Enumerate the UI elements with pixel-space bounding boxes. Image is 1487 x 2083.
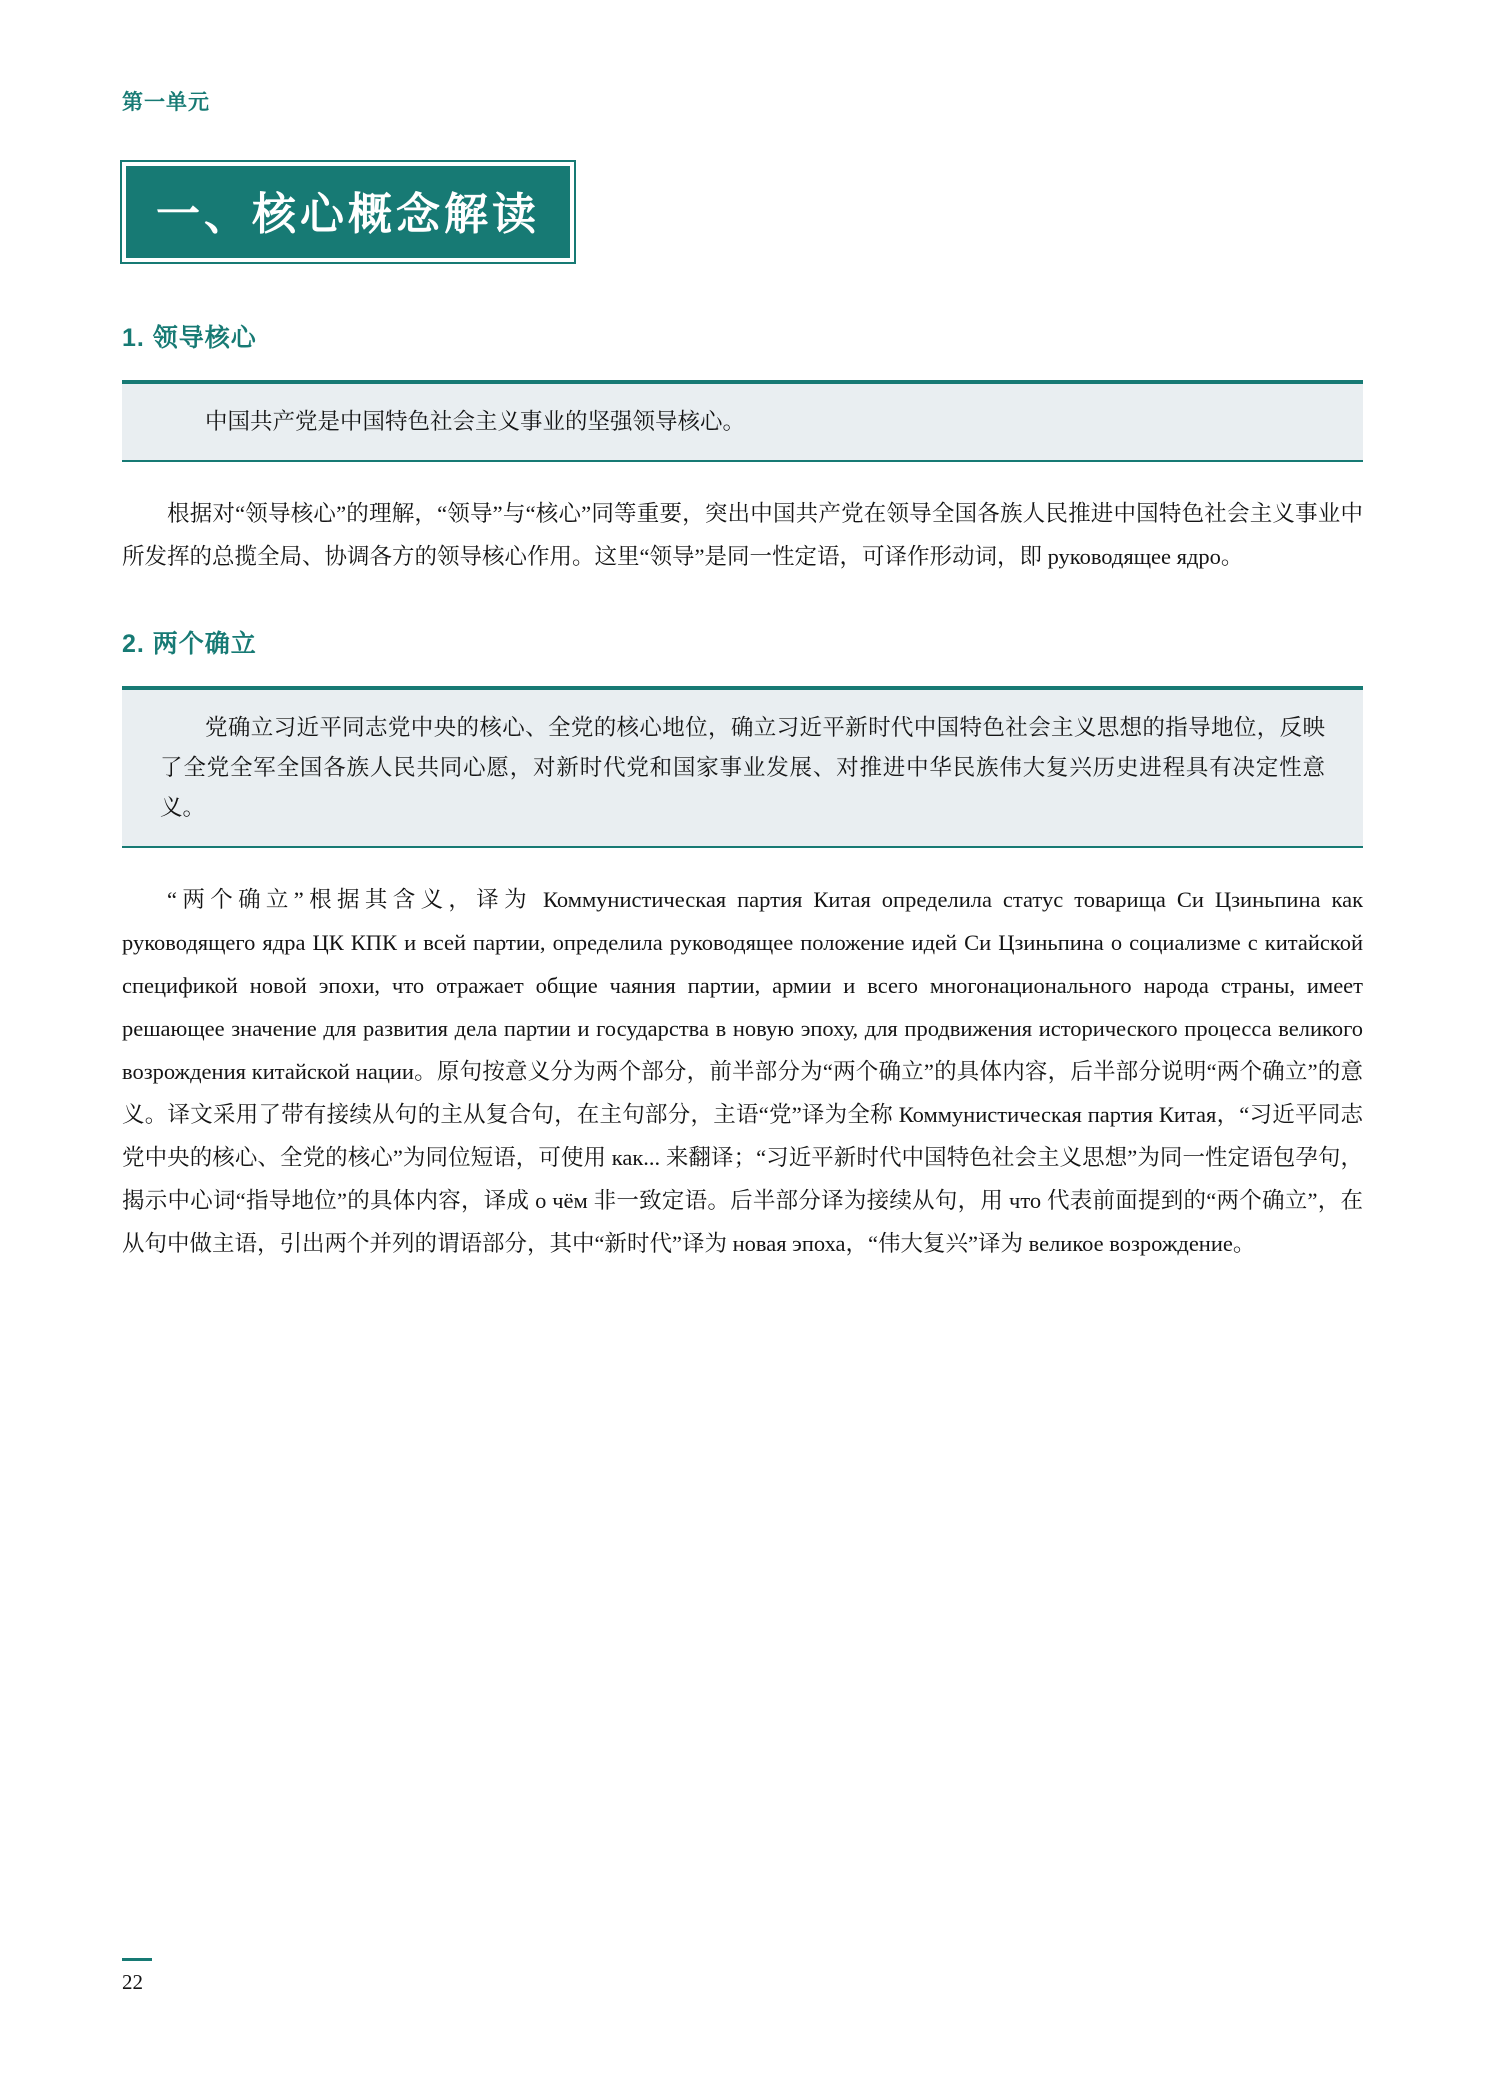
section-leadership-core bbox=[122, 318, 1363, 578]
unit-label: 第一单元 bbox=[122, 91, 210, 114]
footer-rule bbox=[122, 1958, 152, 1961]
body-paragraph-2: “两个确立”根据其含义，译为 Коммунистическая партия Китая определила статус товарища Си Цзиньпина как руководящего ядра ЦК КПК и всей партии, определила руководящее положение идей Си Цзиньпина о социализме с китайской спецификой новой эпохи, что отражает общие чаяния партии, армии и всего многонационального народа страны, имеет решающее значение для развития дела партии и государства в новую эпоху, для продвижения исторического процесса великого возрождения китайской нации。原句按意义分为两个部分，前半部分为“两个确立”的具体内容，后半部分说明“两个确立”的意义。译文采用了带有接续从句的主从复合句，在主句部分，主语“党”译为全称 Коммунистическая партия Китая，“习近平同志党中央的核心、全党的核心”为同位短语，可使用 как... 来翻译；“习近平新时代中国特色社会主义思想”为同一性定语包孕句，揭示中心词“指导地位”的具体内容，译成 о чём 非一致定语。后半部分译为接续从句，用 что 代表前面提到的“两个确立”，在从句中做主语，引出两个并列的谓语部分，其中“新时代”译为 новая эпоха，“伟大复兴”译为 великое возрождение。 bbox=[122, 887, 1363, 1256]
page-number: 22 bbox=[122, 1970, 143, 1994]
subsection-heading-2: 2. 两个确立 bbox=[122, 630, 257, 658]
section-two-establishments bbox=[122, 624, 1363, 1265]
quote-box-2 bbox=[122, 686, 1363, 848]
section-title-banner bbox=[122, 162, 574, 262]
page-footer bbox=[122, 1958, 152, 1995]
subsection-heading-1: 1. 领导核心 bbox=[122, 324, 257, 352]
body-paragraph-1: 根据对“领导核心”的理解，“领导”与“核心”同等重要，突出中国共产党在领导全国各族人民推进中国特色社会主义事业中所发挥的总揽全局、协调各方的领导核心作用。这里“领导”是同一性定语，可译作形动词，即 руководящее ядро。 bbox=[122, 501, 1363, 569]
quote-text-1: 中国共产党是中国特色社会主义事业的坚强领导核心。 bbox=[205, 409, 746, 434]
section-title: 一、核心概念解读 bbox=[156, 190, 540, 239]
quote-text-2: 党确立习近平同志党中央的核心、全党的核心地位，确立习近平新时代中国特色社会主义思想的指导地位，反映了全党全军全国各族人民共同心愿，对新时代党和国家事业发展、对推进中华民族伟大复兴历史进程具有决定性意义。 bbox=[160, 715, 1325, 820]
page-content bbox=[122, 0, 1363, 1265]
quote-box-1 bbox=[122, 380, 1363, 462]
